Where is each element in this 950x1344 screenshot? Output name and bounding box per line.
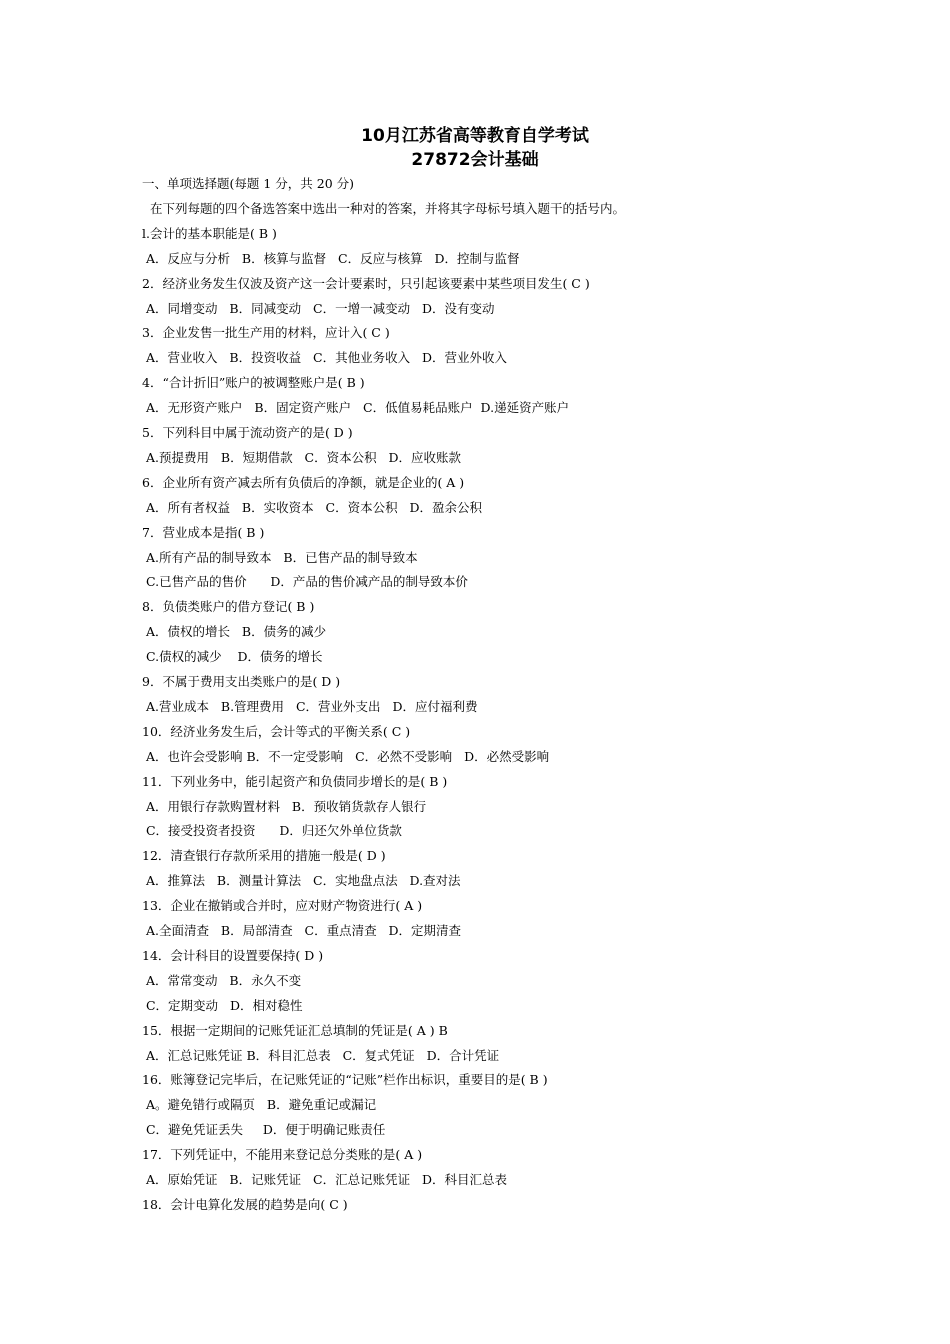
text-line: A．也许会受影响 B．不一定受影响 C．必然不受影响 D．必然受影响	[142, 748, 550, 764]
text-line: 在下列每题的四个备选答案中选出一种对的答案，并将其字母标号填入题干的括号内。	[142, 200, 625, 216]
text-line: C．定期变动 D．相对稳性	[142, 997, 303, 1013]
text-line: A．用银行存款购置材料 B．预收销货款存人银行	[142, 798, 427, 814]
text-line: 5．下列科目中属于流动资产的是( D )	[142, 425, 353, 440]
text-line: A．推算法 B．测量计算法 C．实地盘点法 D.查对法	[142, 873, 461, 889]
text-line: C.已售产品的售价 D．产品的售价减产品的制导致本价	[142, 574, 468, 590]
text-line: 一、单项选择题(每题 1 分，共 20 分)	[142, 176, 355, 191]
text-line: A．无形资产账户 B．固定资产账户 C．低值易耗品账户 D.递延资产账户	[142, 400, 570, 416]
text-line: A．常常变动 B．永久不变	[142, 972, 302, 988]
text-line: A。避免错行或隔页 B．避免重记或漏记	[142, 1097, 377, 1113]
text-line: A．原始凭证 B．记账凭证 C．汇总记账凭证 D．科目汇总表	[142, 1172, 508, 1187]
exam-title: 10月江苏省高等教育自学考试	[361, 126, 589, 146]
text-line: 6．企业所有资产减去所有负债后的净额，就是企业的( A )	[142, 474, 465, 490]
text-line: 7．营业成本是指( B )	[142, 524, 265, 540]
text-line: A.营业成本 B.管理费用 C．营业外支出 D．应付福利费	[142, 698, 478, 714]
text-line: 17．下列凭证中，不能用来登记总分类账的是( A )	[142, 1147, 423, 1163]
text-line: A．同增变动 B．同减变动 C．一增一减变动 D．没有变动	[142, 300, 495, 316]
text-line: 3．企业发售一批生产用的材料，应计入( C )	[142, 325, 390, 341]
text-line: A.所有产品的制导致本 B．已售产品的制导致本	[142, 549, 418, 565]
text-line: 14．会计科目的设置要保持( D )	[142, 947, 324, 963]
text-line: 8．负债类账户的借方登记( B )	[142, 599, 315, 615]
text-line: C.债权的减少 D．债务的增长	[142, 649, 323, 665]
text-line: l.会计的基本职能是( B )	[142, 225, 277, 241]
text-line: A．债权的增长 B．债务的减少	[142, 624, 327, 640]
text-line: A．汇总记账凭证 B．科目汇总表 C．复式凭证 D．合计凭证	[142, 1047, 500, 1063]
text-line: 13．企业在撤销或合并时，应对财产物资进行( A )	[142, 898, 423, 914]
text-line: 16．账簿登记完毕后，在记账凭证的“记账”栏作出标识，重要目的是( B )	[142, 1072, 548, 1088]
text-line: 2．经济业务发生仅波及资产这一会计要素时，只引起该要素中某些项目发生( C )	[142, 275, 590, 291]
text-line: 18．会计电算化发展的趋势是向( C )	[142, 1196, 348, 1212]
text-line: A．营业收入 B．投资收益 C．其他业务收入 D．营业外收入	[142, 350, 508, 366]
text-line: C．接受投资者投资 D．归还欠外单位货款	[142, 823, 402, 839]
text-line: A．所有者权益 B．实收资本 C．资本公积 D．盈余公积	[142, 499, 483, 515]
text-line: 4．“合计折旧”账户的被调整账户是( B )	[142, 375, 365, 391]
text-line: 11．下列业务中，能引起资产和负债同步增长的是( B )	[142, 773, 448, 789]
text-line: 9．不属于费用支出类账户的是( D )	[142, 674, 341, 689]
text-line: 12．清查银行存款所采用的措施一般是( D )	[142, 848, 386, 864]
text-line: A.全面清查 B．局部清查 C．重点清查 D．定期清查	[142, 923, 462, 938]
text-line: A．反应与分析 B．核算与监督 C．反应与核算 D．控制与监督	[142, 250, 520, 266]
text-line: 10．经济业务发生后，会计等式的平衡关系( C )	[142, 723, 411, 739]
text-line: A.预提费用 B．短期借款 C．资本公积 D．应收账款	[142, 449, 462, 465]
text-line: 15．根据一定期间的记账凭证汇总填制的凭证是( A ) B	[142, 1022, 448, 1038]
course-title: 27872会计基础	[411, 150, 539, 170]
text-line: C．避免凭证丢失 D．便于明确记账责任	[142, 1122, 386, 1138]
